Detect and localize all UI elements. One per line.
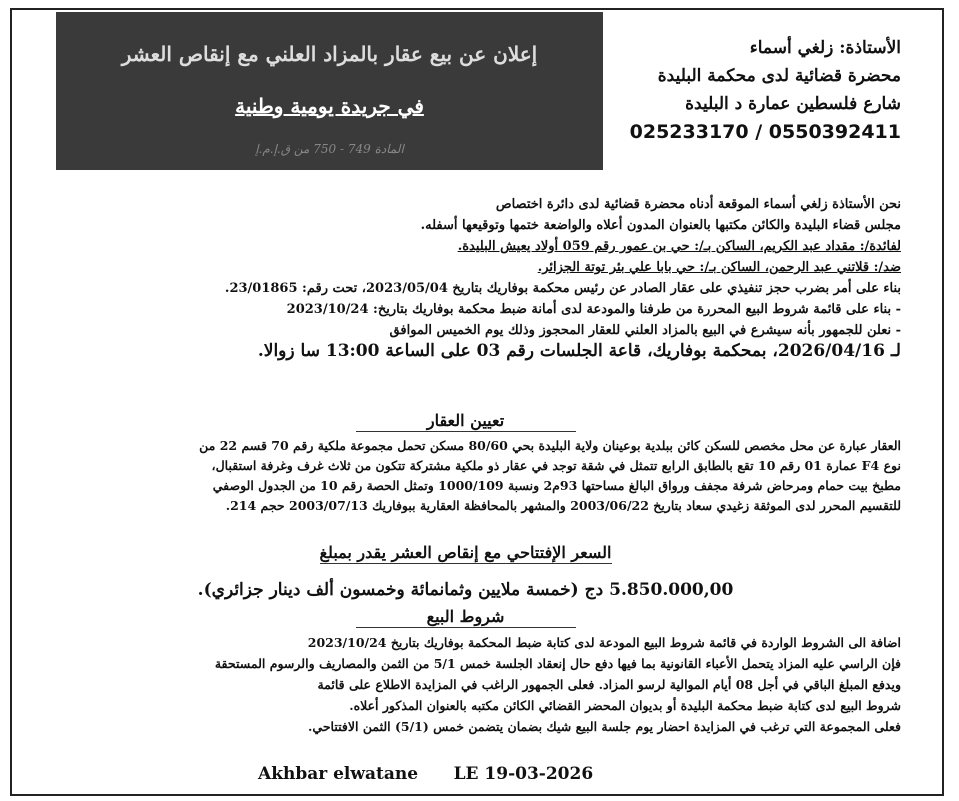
price-heading: السعر الإفتتاحي مع إنقاص العشر يقدر بمبلغ [319, 543, 612, 562]
announcement-subtitle: في جريدة يومية وطنية [235, 94, 424, 118]
announcement-title: إعلان عن بيع عقار بالمزاد العلني مع إنقاص العشر [121, 42, 538, 66]
property-section [30, 436, 901, 516]
bailiff-title: محضرة قضائية لدى محكمة البليدة [657, 66, 901, 86]
property-line: للتقسيم المحرر لدى الموثقة زغيدي سعاد بتاريخ 2003/06/22 والمشهر بالمحافظة العقارية ببوفاريك 2003/07/13 حجم 214. [225, 498, 901, 513]
condition-line: ويدفع المبلغ الباقي في أجل 08 أيام الموالية لرسو المزاد. فعلى الجمهور الراغب في المزايدة الاطلاع على قائمة [317, 677, 901, 692]
intro-line: مجلس قضاء البليدة والكائن مكتبها بالعنوان المدون أعلاه والواضعة ختمها وتوقيعها أسفله. [420, 218, 901, 233]
procedure-line: بناء على أمر بضرب حجز تنفيذي على عقار الصادر عن رئيس محكمة بوفاريك بتاريخ 2023/05/04، تحت رقم: 23/01865. [224, 281, 901, 296]
notice-body [30, 194, 901, 362]
property-line: مطبخ بيت حمام ومرحاض شرفة مجفف ورواق البالغ مساحتها 93م2 ونسبة 1000/109 وتمثل الحصة رقم 10 من الجدول الوصفي [212, 478, 901, 493]
condition-line: فعلى المجموعة التي ترغب في المزايدة احضار يوم جلسة البيع شيك بضمان يتضمن خمس (5/1) الثمن الافتتاحي. [308, 719, 901, 734]
plaintiff-line: لفائدة/: مقداد عبد الكريم، الساكن بـ/: حي بن عمور رقم 059 أولاد يعيش البليدة. [457, 239, 901, 254]
bailiff-address: شارع فلسطين عمارة د البليدة [685, 94, 901, 114]
property-line: العقار عبارة عن محل مخصص للسكن كائن ببلدية بوعينان ولاية البليدة بحي 80/60 مسكن تحمل مجموعة ملكية رقم 70 قسم 22 من [199, 438, 901, 453]
conditions-section [30, 632, 901, 737]
bailiff-phones: 025233170 / 0550392411 [629, 121, 901, 143]
conditions-heading: شروط البيع [30, 606, 901, 628]
defendant-line: ضد/: قلاتني عبد الرحمن، الساكن بـ/: حي بابا علي بئر توتة الجزائر. [537, 260, 901, 275]
condition-line: اضافة الى الشروط الواردة في قائمة شروط البيع المودعة لدى كتابة ضبط المحكمة بوفاريك بتاريخ 2023/10/24 [307, 635, 901, 650]
announcement-title-box [56, 12, 603, 170]
procedure-line: - نعلن للجمهور بأنه سيشرع في البيع بالمزاد العلني للعقار المحجوز وذلك يوم الخميس الموافق [389, 323, 901, 338]
newspaper-footer: Akhbar elwatane LE 19-03-2026 [258, 764, 594, 784]
bailiff-header [621, 34, 901, 146]
intro-line: نحن الأستاذة زلغي أسماء الموقعة أدناه محضرة قضائية لدى دائرة اختصاص [495, 197, 901, 212]
auction-date-line: لـ 2026/04/16، بمحكمة بوفاريك، قاعة الجلسات رقم 03 على الساعة 13:00 سا زوالا. [257, 341, 901, 361]
opening-price: 5.850.000,00 دج (خمسة ملايين وثمانمائة وخمسون ألف دينار جزائري). [197, 580, 734, 600]
legal-reference: المادة 749 - 750 من ق.إ.م.إ [255, 142, 404, 156]
property-heading: تعيين العقار [30, 410, 901, 432]
property-line: نوع F4 عمارة 01 رقم 10 تقع بالطابق الرابع تتمثل في شقة توجد في عقار ذو ملكية مشتركة تتكون من ثلاث غرف وغرفة استقبال، [211, 458, 901, 473]
condition-line: فإن الراسي عليه المزاد يتحمل الأعباء القانونية بما فيها دفع حال إنعقاد الجلسة خمس 5/1 من الثمن والمصاريف والرسوم المستحقة [214, 656, 901, 671]
condition-line: شروط البيع لدى كتابة ضبط محكمة البليدة أو بديوان المحضر القضائي الكائن مكتبه بالعنوان المذكور أعلاه. [349, 698, 901, 713]
procedure-line: - بناء على قائمة شروط البيع المحررة من طرفنا والمودعة لدى أمانة ضبط محكمة بوفاريك بتاريخ: 2023/10/24 [286, 302, 901, 317]
bailiff-name: الأستاذة: زلغي أسماء [749, 38, 901, 58]
